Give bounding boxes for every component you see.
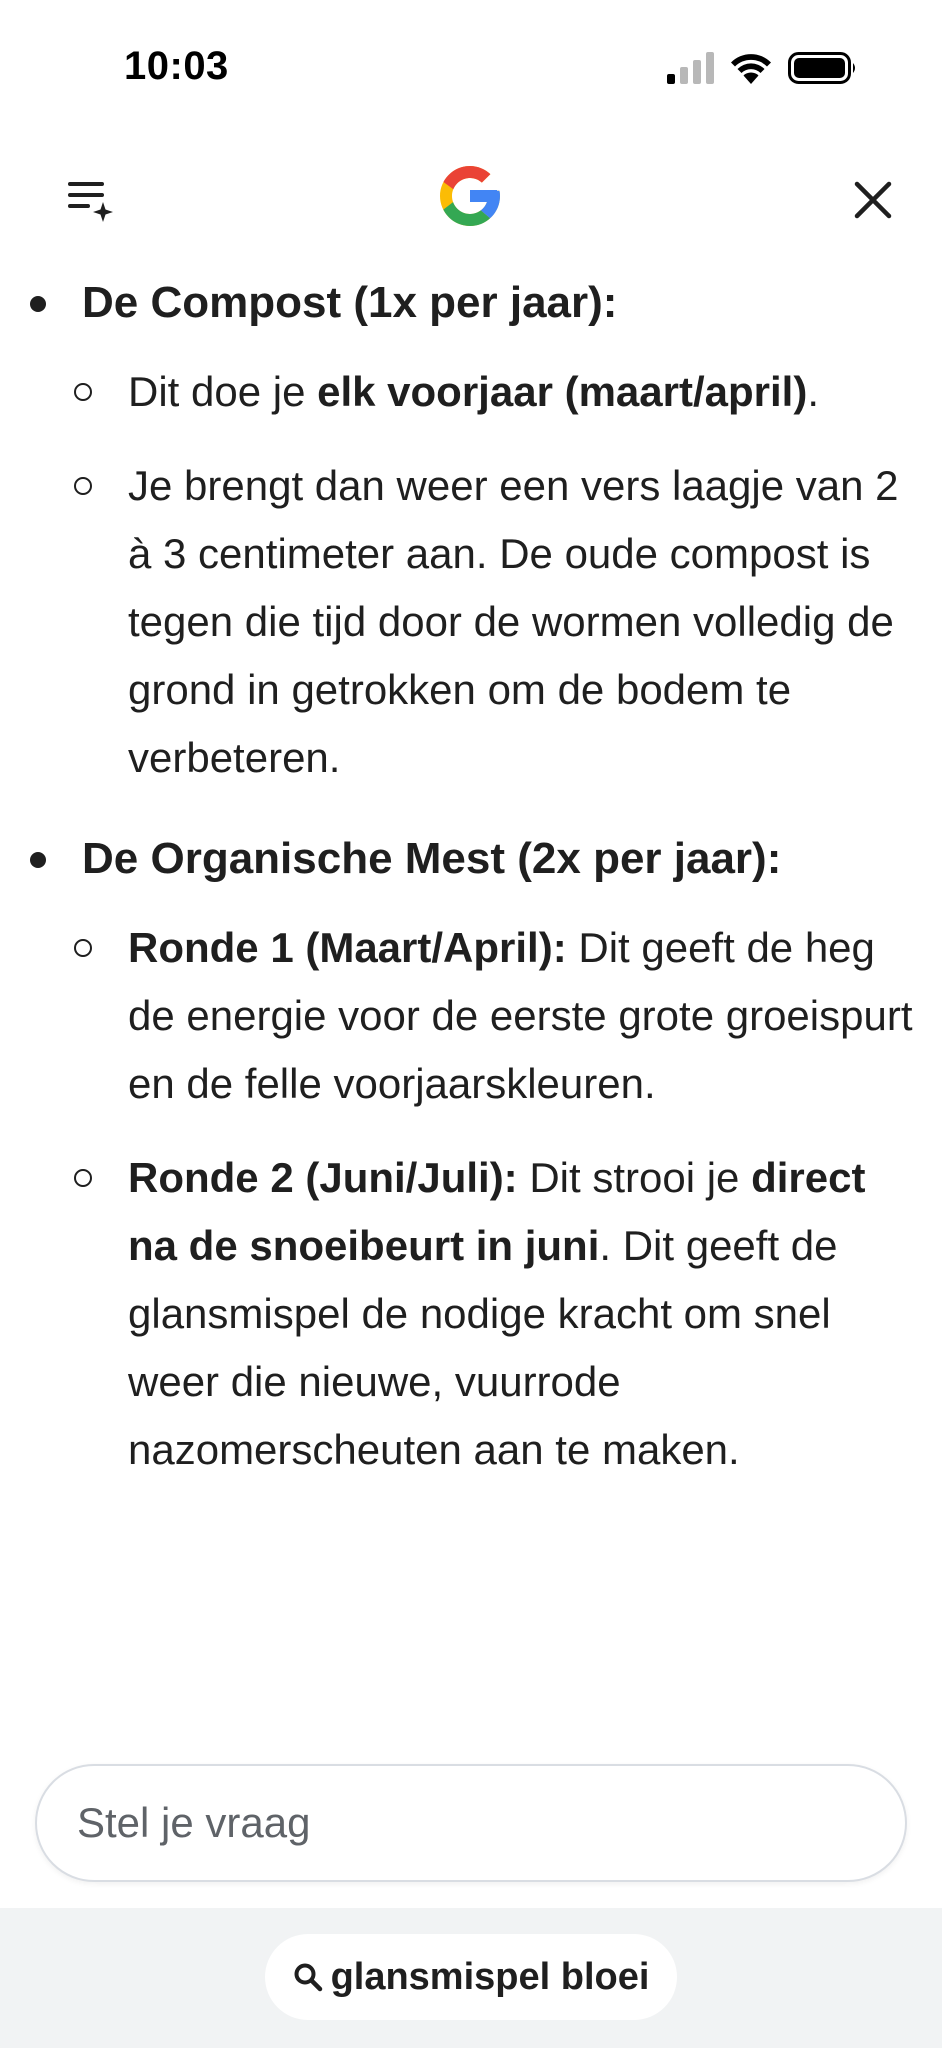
wifi-icon xyxy=(728,50,774,84)
history-menu-icon xyxy=(66,178,114,222)
search-icon xyxy=(293,1962,323,1992)
list-item-compost xyxy=(0,270,942,336)
status-bar xyxy=(0,0,942,140)
ask-input-container[interactable] xyxy=(35,1764,907,1882)
answer-content xyxy=(0,262,942,1742)
mest-subitem-1-text: Ronde 1 (Maart/April): Dit geeft de heg de energie voor de eerste grote groeispurt en de felle voorjaarskleuren. xyxy=(128,924,913,1107)
suggestion-strip xyxy=(0,1908,942,2048)
bullet-ring xyxy=(74,477,92,495)
top-app-bar xyxy=(0,140,942,256)
bullet-ring xyxy=(74,383,92,401)
mest-heading: De Organische Mest (2x per jaar): xyxy=(82,834,782,883)
compost-heading: De Compost (1x per jaar): xyxy=(82,278,618,327)
compost-subitem-2 xyxy=(0,452,942,792)
suggestion-chip-label: glansmispel bloei xyxy=(330,1955,650,1998)
list-item-mest xyxy=(0,826,942,892)
mest-subitem-2-text: Ronde 2 (Juni/Juli): Dit strooi je direct na de snoeibeurt in juni. Dit geeft de glansmispel de nodige kracht om snel weer die nieuwe, vuurrode nazomerscheuten aan te maken. xyxy=(128,1154,866,1473)
bullet-ring xyxy=(74,1169,92,1187)
bullet-dot xyxy=(30,852,46,868)
bullet-ring xyxy=(74,939,92,957)
bullet-dot xyxy=(30,296,46,312)
close-icon xyxy=(853,180,893,220)
cellular-signal-icon xyxy=(667,52,717,84)
battery-icon xyxy=(788,52,858,84)
status-time: 10:03 xyxy=(124,44,229,88)
history-menu-button[interactable] xyxy=(60,170,120,230)
compost-subitem-1-text: Dit doe je elk voorjaar (maart/april). xyxy=(128,368,819,415)
ask-input[interactable] xyxy=(77,1766,867,1880)
mest-subitem-2 xyxy=(0,1144,942,1484)
close-button[interactable] xyxy=(843,170,903,230)
compost-subitem-1 xyxy=(0,358,942,426)
mest-subitem-1 xyxy=(0,914,942,1118)
compost-subitem-2-text: Je brengt dan weer een vers laagje van 2 à 3 centimeter aan. De oude compost is tegen die tijd door de wormen volledig de grond in getrokken om de bodem te verbeteren. xyxy=(128,462,899,781)
google-g-logo xyxy=(434,160,506,232)
suggestion-chip[interactable] xyxy=(265,1934,677,2020)
